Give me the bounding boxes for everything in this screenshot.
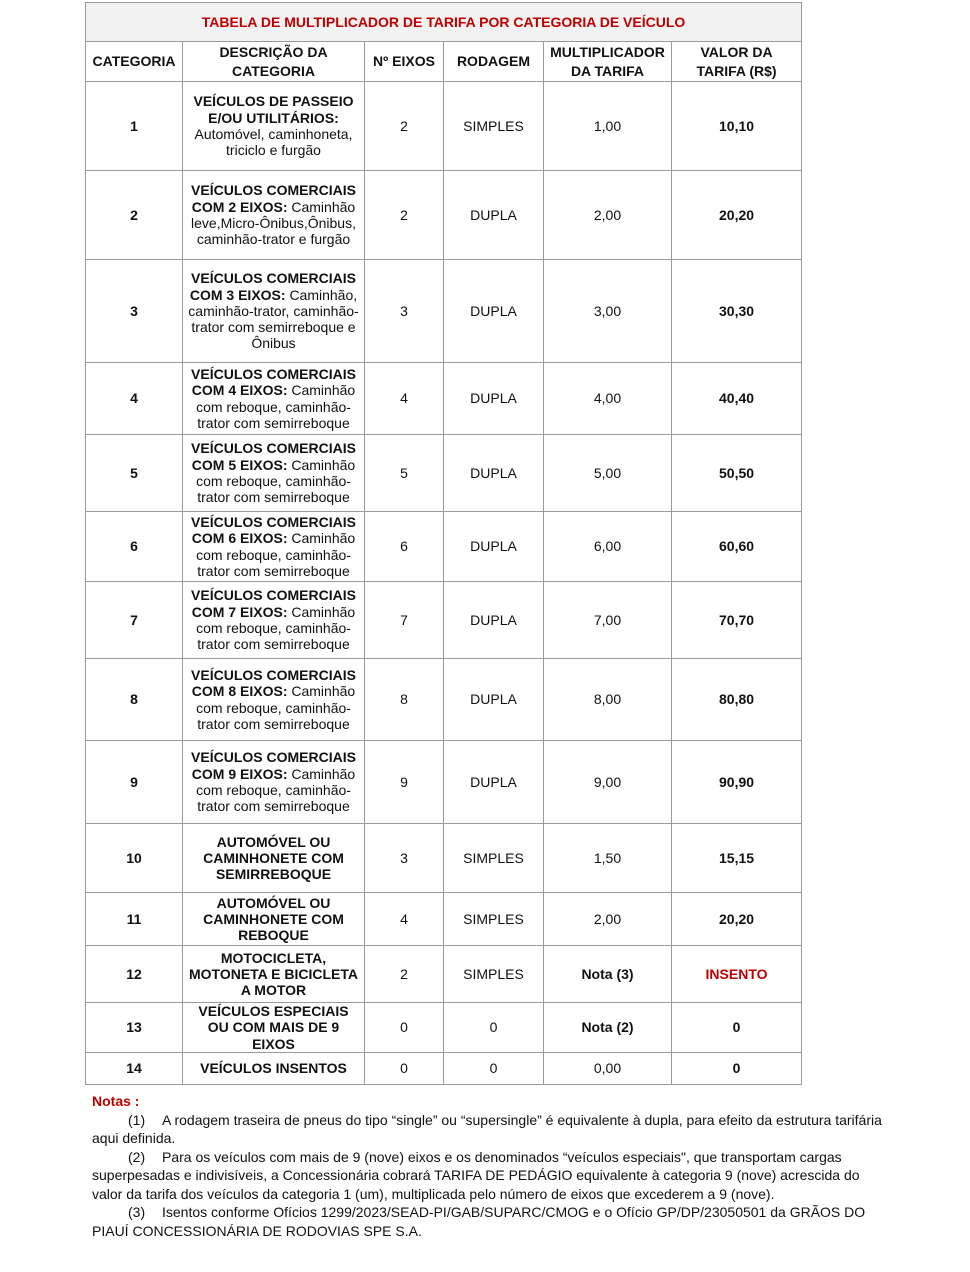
table-row [86, 82, 802, 171]
table-row [86, 741, 802, 824]
cell-rodagem: 0 [444, 1003, 544, 1053]
cell-categoria: 14 [86, 1052, 183, 1084]
cell-valor: 30,30 [672, 260, 802, 363]
cell-descricao [183, 1052, 365, 1084]
cell-multiplicador: 7,00 [544, 582, 672, 659]
descricao-bold: VEÍCULOS COMERCIAIS COM 2 EIXOS: [191, 182, 356, 215]
header-eixos: Nº EIXOS [365, 42, 444, 82]
table-row [86, 363, 802, 435]
cell-descricao [183, 363, 365, 435]
cell-multiplicador: 2,00 [544, 171, 672, 260]
cell-multiplicador: 3,00 [544, 260, 672, 363]
descricao-plain: Caminhão com reboque, caminhão-trator com semirreboque [196, 382, 356, 431]
cell-eixos: 2 [365, 946, 444, 1003]
cell-categoria: 6 [86, 512, 183, 582]
note-3 [92, 1203, 882, 1240]
cell-rodagem: DUPLA [444, 741, 544, 824]
cell-categoria: 12 [86, 946, 183, 1003]
cell-descricao [183, 946, 365, 1003]
cell-descricao [183, 582, 365, 659]
cell-rodagem: SIMPLES [444, 893, 544, 946]
note-number: (2) [128, 1148, 146, 1165]
cell-eixos: 3 [365, 260, 444, 363]
cell-categoria: 1 [86, 82, 183, 171]
header-categoria: CATEGORIA [86, 42, 183, 82]
cell-categoria: 13 [86, 1003, 183, 1053]
cell-multiplicador: Nota (3) [544, 946, 672, 1003]
notes-section [92, 1092, 882, 1240]
cell-valor: 50,50 [672, 435, 802, 512]
table-row [86, 171, 802, 260]
cell-descricao [183, 435, 365, 512]
cell-rodagem: DUPLA [444, 582, 544, 659]
note-number: (3) [128, 1204, 146, 1220]
cell-eixos: 8 [365, 659, 444, 741]
cell-rodagem: DUPLA [444, 435, 544, 512]
header-rodagem: RODAGEM [444, 42, 544, 82]
cell-rodagem: DUPLA [444, 171, 544, 260]
cell-descricao [183, 659, 365, 741]
descricao-bold: VEÍCULOS INSENTOS [200, 1060, 347, 1077]
descricao-plain: Caminhão com reboque, caminhão-trator com semirreboque [196, 603, 356, 653]
cell-multiplicador: 1,50 [544, 824, 672, 893]
cell-eixos: 4 [365, 893, 444, 946]
cell-categoria: 9 [86, 741, 183, 824]
table-row [86, 659, 802, 741]
descricao-plain: Caminhão com reboque, caminhão-trator com semirreboque [196, 530, 356, 579]
cell-valor: 20,20 [672, 893, 802, 946]
cell-valor: 70,70 [672, 582, 802, 659]
cell-eixos: 7 [365, 582, 444, 659]
note-1 [92, 1111, 882, 1148]
descricao-bold: VEÍCULOS COMERCIAIS COM 7 EIXOS: [191, 587, 356, 620]
cell-rodagem: 0 [444, 1052, 544, 1084]
cell-categoria: 8 [86, 659, 183, 741]
cell-categoria: 3 [86, 260, 183, 363]
cell-descricao [183, 741, 365, 824]
cell-multiplicador: 8,00 [544, 659, 672, 741]
cell-valor: INSENTO [672, 946, 802, 1003]
descricao-bold: VEÍCULOS COMERCIAIS COM 3 EIXOS: [189, 270, 356, 303]
descricao-plain: Caminhão com reboque, caminhão-trator com semirreboque [196, 765, 356, 815]
cell-multiplicador: 2,00 [544, 893, 672, 946]
descricao-bold: VEÍCULOS COMERCIAIS COM 5 EIXOS: [191, 440, 356, 473]
note-2 [92, 1148, 882, 1204]
cell-valor: 10,10 [672, 82, 802, 171]
cell-categoria: 5 [86, 435, 183, 512]
cell-eixos: 0 [365, 1003, 444, 1053]
cell-rodagem: DUPLA [444, 363, 544, 435]
descricao-bold: VEÍCULOS COMERCIAIS COM 9 EIXOS: [191, 749, 356, 782]
table-row [86, 582, 802, 659]
cell-eixos: 3 [365, 824, 444, 893]
descricao-plain: Caminhão com reboque, caminhão-trator com semirreboque [196, 456, 356, 506]
descricao-bold: MOTOCICLETA, MOTONETA E BICICLETA A MOTOR [188, 949, 359, 999]
descricao-bold: VEÍCULOS ESPECIAIS OU COM MAIS DE 9 EIXOS [198, 1003, 349, 1052]
descricao-bold: VEÍCULOS COMERCIAIS COM 6 EIXOS: [191, 513, 356, 547]
cell-multiplicador: 9,00 [544, 741, 672, 824]
cell-descricao [183, 1003, 365, 1053]
cell-rodagem: DUPLA [444, 260, 544, 363]
note-text: A rodagem traseira de pneus do tipo “single” ou “supersingle” é equivalente à dupla, para efeito da estrutura tarifária aqui definida. [92, 1111, 882, 1146]
table-row [86, 946, 802, 1003]
table-row [86, 435, 802, 512]
table-row [86, 893, 802, 946]
cell-descricao [183, 260, 365, 363]
cell-categoria: 7 [86, 582, 183, 659]
descricao-plain: Caminhão com reboque, caminhão-trator com semirreboque [196, 683, 356, 732]
cell-valor: 15,15 [672, 824, 802, 893]
cell-valor: 90,90 [672, 741, 802, 824]
header-valor: VALOR DA TARIFA (R$) [672, 42, 802, 82]
descricao-plain: Caminhão leve,Micro-Ônibus,Ônibus, caminhão-trator e furgão [191, 198, 356, 248]
cell-multiplicador: 4,00 [544, 363, 672, 435]
cell-eixos: 2 [365, 171, 444, 260]
cell-eixos: 2 [365, 82, 444, 171]
note-number: (1) [128, 1111, 146, 1128]
descricao-plain: Automóvel, caminhoneta, triciclo e furgão [194, 126, 353, 159]
cell-eixos: 9 [365, 741, 444, 824]
table-row [86, 260, 802, 363]
note-text: Para os veículos com mais de 9 (nove) eixos e os denominados “veículos especiais", que transportam cargas superpesadas e indivisíveis, a Concessionária cobrará TARIFA DE PEDÁGIO equivalente à categoria 9 (nove) acrescida do valor da tarifa dos veículos da categoria 1 (um), multiplicada pelo número de eixos que excederem a 9 (nove). [92, 1148, 860, 1202]
cell-multiplicador: 1,00 [544, 82, 672, 171]
tariff-table [85, 2, 802, 1085]
cell-categoria: 2 [86, 171, 183, 260]
cell-multiplicador: 0,00 [544, 1052, 672, 1084]
table-title: TABELA DE MULTIPLICADOR DE TARIFA POR CATEGORIA DE VEÍCULO [86, 3, 802, 42]
cell-rodagem: DUPLA [444, 512, 544, 582]
cell-valor: 0 [672, 1003, 802, 1053]
cell-valor: 0 [672, 1052, 802, 1084]
cell-categoria: 11 [86, 893, 183, 946]
cell-eixos: 5 [365, 435, 444, 512]
cell-valor: 80,80 [672, 659, 802, 741]
cell-valor: 60,60 [672, 512, 802, 582]
table-row [86, 1052, 802, 1084]
cell-descricao [183, 824, 365, 893]
cell-descricao [183, 171, 365, 260]
descricao-bold: VEÍCULOS COMERCIAIS COM 8 EIXOS: [191, 666, 356, 700]
cell-descricao [183, 512, 365, 582]
notes-title: Notas : [92, 1093, 140, 1109]
cell-rodagem: DUPLA [444, 659, 544, 741]
cell-eixos: 0 [365, 1052, 444, 1084]
cell-valor: 40,40 [672, 363, 802, 435]
cell-multiplicador: 6,00 [544, 512, 672, 582]
cell-eixos: 6 [365, 512, 444, 582]
header-multiplicador: MULTIPLICADOR DA TARIFA [544, 42, 672, 82]
descricao-bold: AUTOMÓVEL OU CAMINHONETE COM SEMIRREBOQUE [203, 833, 344, 883]
table-row [86, 824, 802, 893]
descricao-plain: Caminhão, caminhão-trator, caminhão-trator com semirreboque e Ônibus [188, 286, 359, 352]
cell-descricao [183, 893, 365, 946]
cell-multiplicador: 5,00 [544, 435, 672, 512]
table-row [86, 1003, 802, 1053]
descricao-bold: AUTOMÓVEL OU CAMINHONETE COM REBOQUE [203, 894, 344, 944]
note-text: Isentos conforme Ofícios 1299/2023/SEAD-PI/GAB/SUPARC/CMOG e o Ofício GP/DP/23050501 da GRÃOS DO PIAUÍ CONCESSIONÁRIA DE RODOVIAS SPE S.A. [92, 1204, 866, 1239]
header-descricao: DESCRIÇÃO DA CATEGORIA [183, 42, 365, 82]
table-title-row [86, 3, 802, 42]
cell-eixos: 4 [365, 363, 444, 435]
table-header-row [86, 42, 802, 82]
cell-multiplicador: Nota (2) [544, 1003, 672, 1053]
descricao-bold: VEÍCULOS COMERCIAIS COM 4 EIXOS: [191, 365, 356, 399]
cell-valor: 20,20 [672, 171, 802, 260]
cell-categoria: 10 [86, 824, 183, 893]
cell-descricao [183, 82, 365, 171]
cell-rodagem: SIMPLES [444, 946, 544, 1003]
cell-categoria: 4 [86, 363, 183, 435]
cell-rodagem: SIMPLES [444, 82, 544, 171]
cell-rodagem: SIMPLES [444, 824, 544, 893]
descricao-bold: VEÍCULOS DE PASSEIO E/OU UTILITÁRIOS: [193, 93, 354, 126]
table-row [86, 512, 802, 582]
